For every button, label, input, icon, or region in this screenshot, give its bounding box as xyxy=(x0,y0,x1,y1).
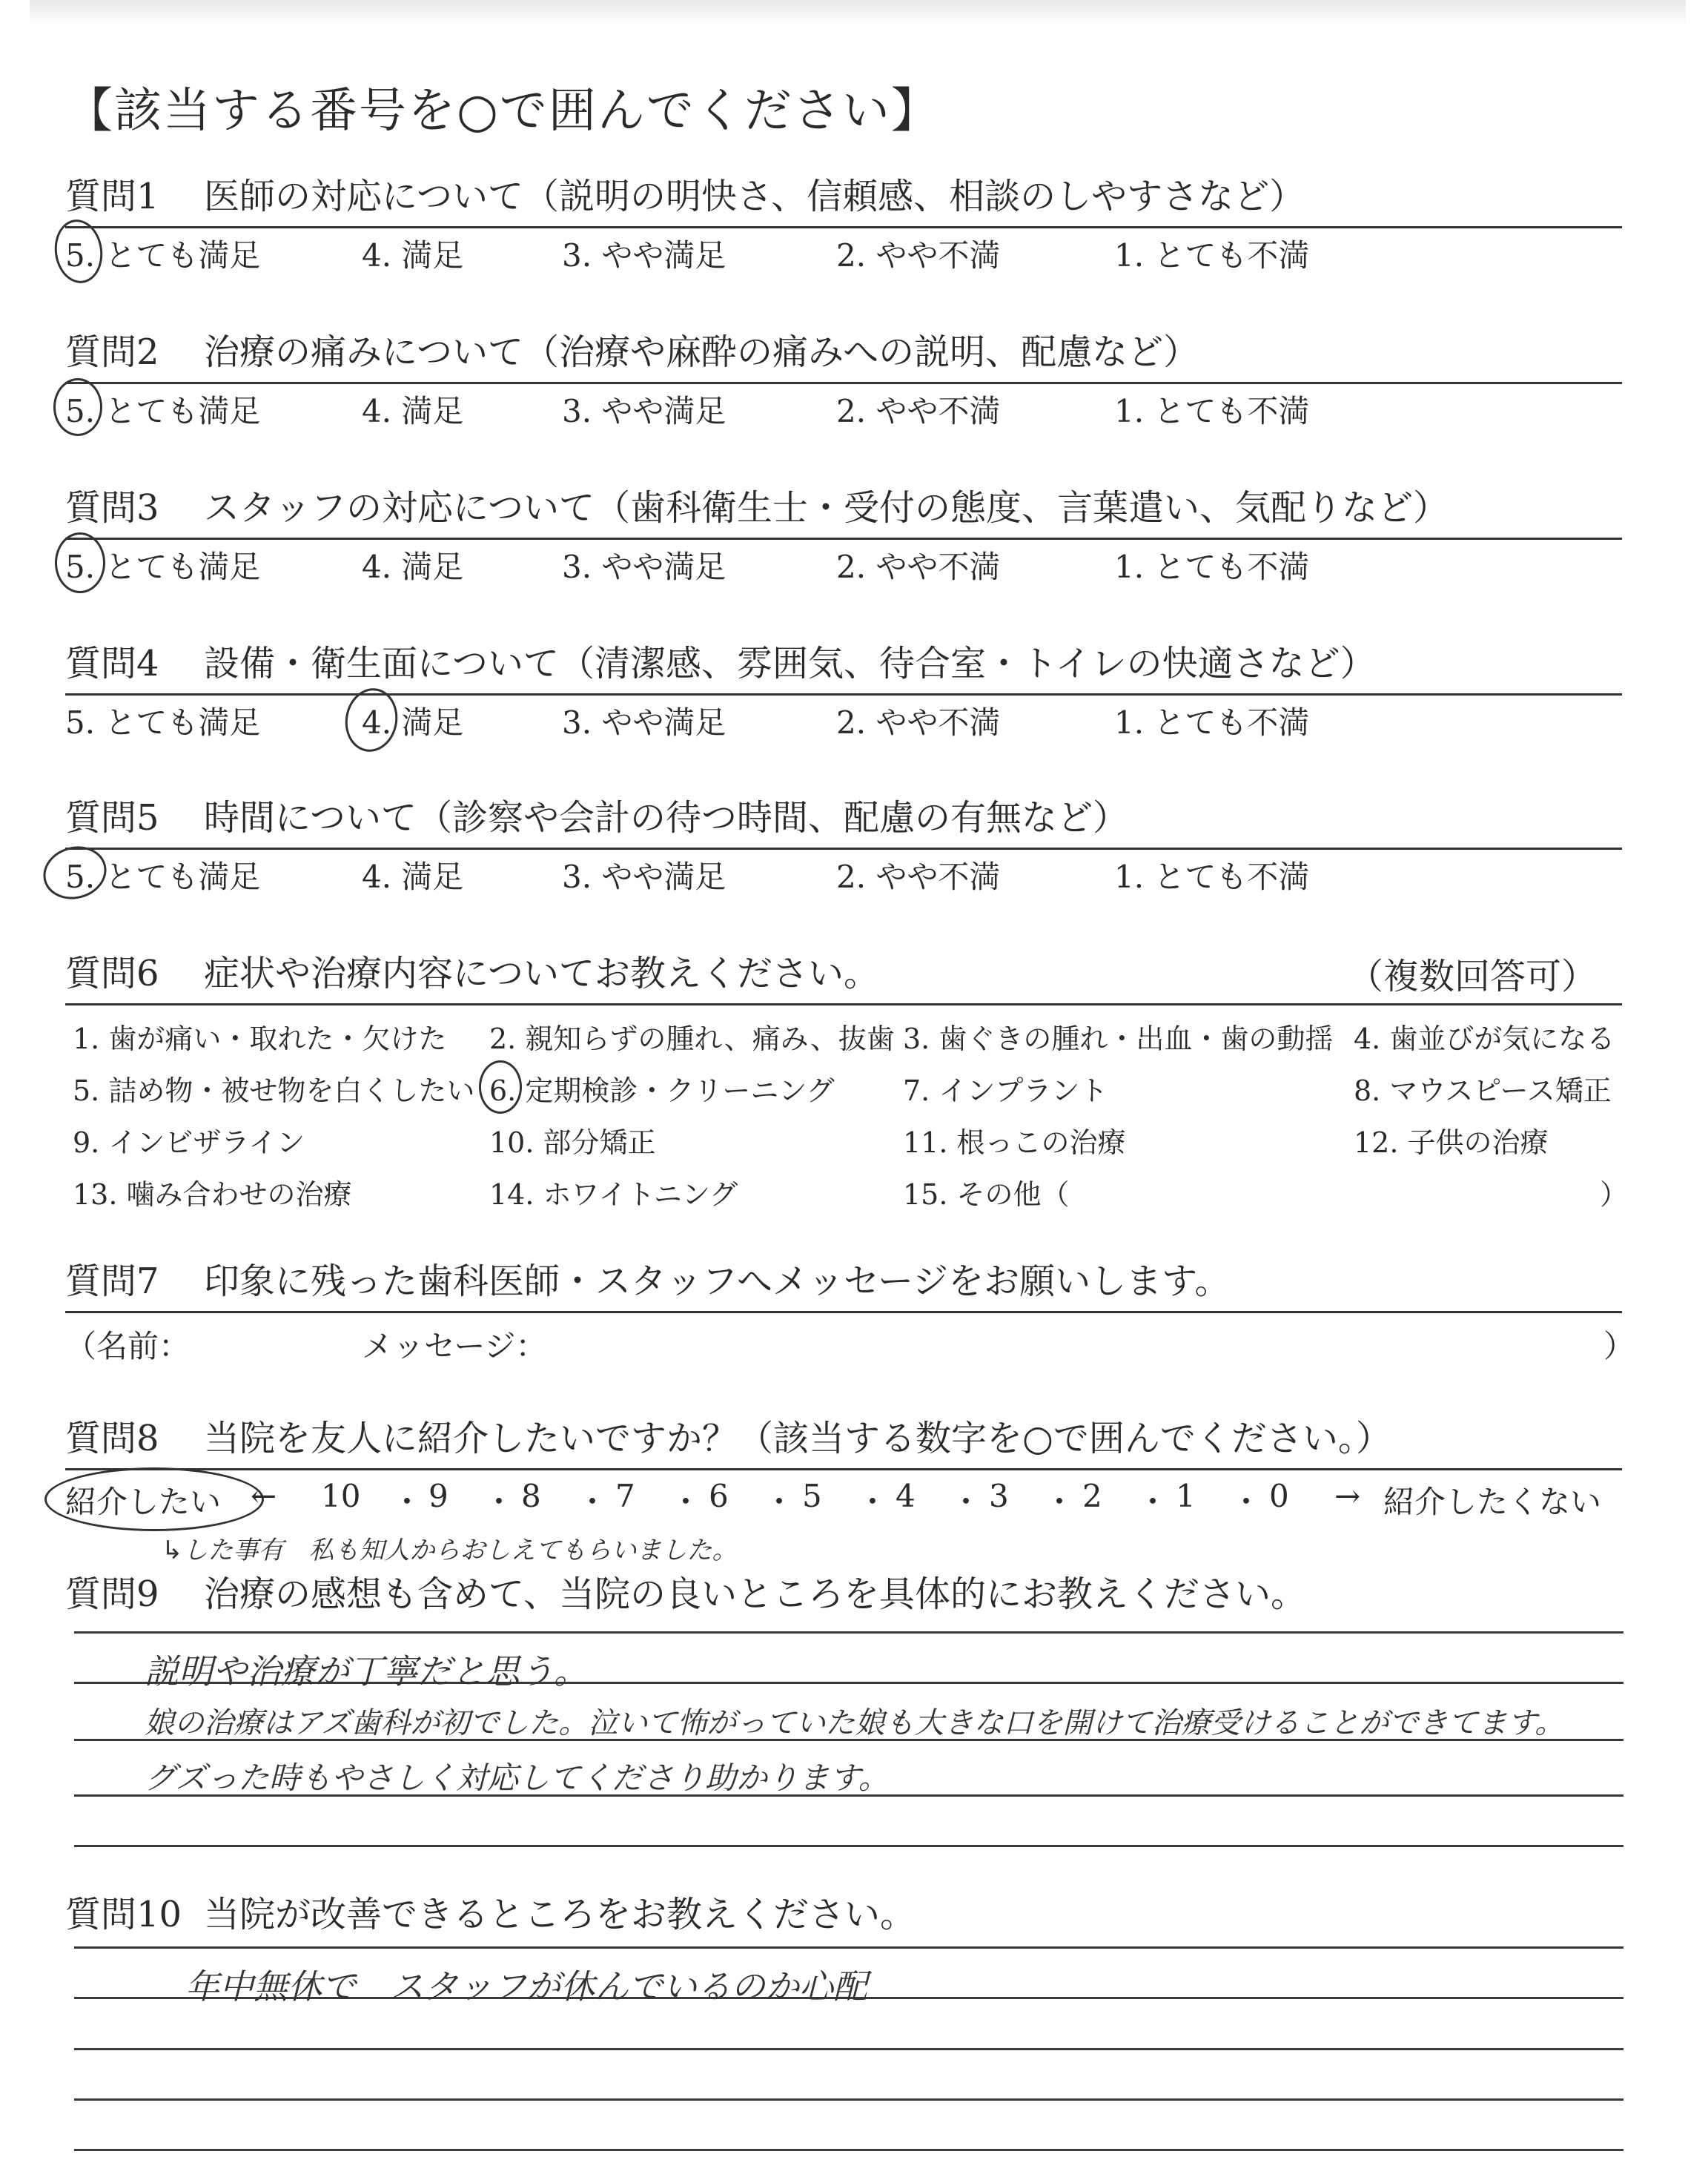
option-5[interactable]: 5. とても満足 xyxy=(65,237,261,274)
right-arrow: → xyxy=(1334,1478,1361,1514)
option-3[interactable]: 3. やや満足 xyxy=(562,393,726,429)
underline xyxy=(65,1003,1622,1005)
scale-7[interactable]: 7 xyxy=(615,1478,635,1514)
question-number: 質問8 xyxy=(65,1418,159,1459)
q6-item-12[interactable]: 12. 子供の治療 xyxy=(1354,1126,1549,1159)
q6-item-9[interactable]: 9. インビザライン xyxy=(73,1126,305,1159)
q6-item-8[interactable]: 8. マウスピース矯正 xyxy=(1354,1074,1612,1107)
q6-item-2[interactable]: 2. 親知らずの腫れ、痛み、抜歯 xyxy=(489,1023,895,1055)
option-4[interactable]: 4. 満足 xyxy=(362,859,464,895)
q9-answer-line-3: グズった時もやさしく対応してくださり助かります。 xyxy=(145,1760,890,1796)
multiple-answer-note: （複数回答可） xyxy=(1347,956,1597,997)
message-label: メッセージ： xyxy=(362,1328,547,1364)
question-text: 医師の対応について（説明の明快さ、信頼感、相談のしやすさなど） xyxy=(204,176,1305,217)
option-1[interactable]: 1. とても不満 xyxy=(1114,704,1310,741)
question-4 xyxy=(65,638,1622,741)
question-text: 時間について（診察や会計の待つ時間、配慮の有無など） xyxy=(204,797,1129,839)
scale-dot: ・ xyxy=(1137,1484,1169,1520)
underline xyxy=(65,1468,1622,1470)
option-3[interactable]: 3. やや満足 xyxy=(562,237,726,274)
message-close: ） xyxy=(1603,1328,1635,1364)
question-text: 当院が改善できるところをお教えください。 xyxy=(204,1894,916,1935)
page-title: 【該当する番号を○で囲んでください】 xyxy=(65,84,940,139)
q6-item-7[interactable]: 7. インプラント xyxy=(903,1074,1108,1107)
scale-dot: ・ xyxy=(764,1484,795,1520)
q9-answer-line-2: 娘の治療はアズ歯科が初でした。泣いて怖がっていた娘も大きな口を開けて治療受けることができてます。 xyxy=(145,1706,1565,1740)
scale-6[interactable]: 6 xyxy=(709,1478,729,1514)
answer-rule xyxy=(74,2149,1623,2151)
scale-9[interactable]: 9 xyxy=(428,1478,448,1514)
scale-8[interactable]: 8 xyxy=(521,1478,541,1514)
option-2[interactable]: 2. やや不満 xyxy=(836,549,1001,585)
q6-item-10[interactable]: 10. 部分矯正 xyxy=(489,1126,656,1159)
question-number: 質問10 xyxy=(65,1894,182,1935)
question-number: 質問4 xyxy=(65,643,159,684)
scale-dot: ・ xyxy=(483,1484,515,1520)
option-1[interactable]: 1. とても不満 xyxy=(1114,237,1310,274)
option-2[interactable]: 2. やや不満 xyxy=(836,704,1001,741)
option-3[interactable]: 3. やや満足 xyxy=(562,549,726,585)
answer-rule xyxy=(74,2048,1623,2050)
answer-rule xyxy=(74,2098,1623,2101)
question-8 xyxy=(65,1413,1622,1565)
underline xyxy=(65,226,1622,228)
selection-circle xyxy=(479,1060,522,1114)
q6-item-5[interactable]: 5. 詰め物・被せ物を白くしたい xyxy=(73,1074,475,1107)
option-3[interactable]: 3. やや満足 xyxy=(562,704,726,741)
name-label: （名前： xyxy=(65,1328,191,1364)
question-9 xyxy=(65,1568,1622,1620)
question-text: 当院を友人に紹介したいですか？（該当する数字を○で囲んでください。） xyxy=(204,1418,1391,1459)
option-2[interactable]: 2. やや不満 xyxy=(836,859,1001,895)
scale-dot: ・ xyxy=(857,1484,889,1520)
option-4[interactable]: 4. 満足 xyxy=(362,237,464,274)
q6-item-1[interactable]: 1. 歯が痛い・取れた・欠けた xyxy=(73,1023,447,1055)
question-number: 質問2 xyxy=(65,331,159,373)
scale-2[interactable]: 2 xyxy=(1082,1478,1102,1514)
q6-item-15[interactable]: 15. その他（ xyxy=(903,1178,1070,1211)
question-number: 質問7 xyxy=(65,1261,159,1302)
scale-dot: ・ xyxy=(1231,1484,1262,1520)
q10-answer-line-1: 年中無休で スタッフが休んでいるのか心配 xyxy=(185,1966,867,2007)
q6-item-15-close: ） xyxy=(1600,1178,1629,1211)
option-4[interactable]: 4. 満足 xyxy=(362,704,464,741)
scale-dot: ・ xyxy=(670,1484,702,1520)
scale-0[interactable]: 0 xyxy=(1269,1478,1289,1514)
question-6 xyxy=(65,948,1629,1211)
question-number: 質問1 xyxy=(65,176,159,217)
answer-rule xyxy=(74,1946,1623,1949)
question-number: 質問5 xyxy=(65,797,159,839)
question-text: 印象に残った歯科医師・スタッフへメッセージをお願いします。 xyxy=(204,1261,1231,1302)
question-number: 質問6 xyxy=(65,953,159,994)
q6-item-4[interactable]: 4. 歯並びが気になる xyxy=(1354,1023,1615,1055)
question-3 xyxy=(65,482,1622,585)
option-4[interactable]: 4. 満足 xyxy=(362,549,464,585)
scale-dot: ・ xyxy=(1044,1484,1076,1520)
q8-handwritten-note: ↳した事有 私も知人からおしえてもらいました。 xyxy=(162,1536,738,1565)
q6-item-13[interactable]: 13. 噛み合わせの治療 xyxy=(73,1178,352,1211)
option-4[interactable]: 4. 満足 xyxy=(362,393,464,429)
answer-rule xyxy=(74,1631,1623,1634)
question-1 xyxy=(65,171,1622,274)
question-text: 症状や治療内容についてお教えください。 xyxy=(204,953,880,994)
question-text: 治療の痛みについて（治療や麻酔の痛みへの説明、配慮など） xyxy=(204,331,1199,373)
option-1[interactable]: 1. とても不満 xyxy=(1114,859,1310,895)
underline xyxy=(65,538,1622,540)
option-1[interactable]: 1. とても不満 xyxy=(1114,393,1310,429)
q9-answer-line-1: 説明や治療が丁寧だと思う。 xyxy=(145,1651,588,1691)
q6-item-14[interactable]: 14. ホワイトニング xyxy=(489,1178,738,1211)
scale-5[interactable]: 5 xyxy=(802,1478,822,1514)
option-2[interactable]: 2. やや不満 xyxy=(836,393,1001,429)
scale-10[interactable]: 10 xyxy=(321,1478,361,1514)
option-5[interactable]: 5. とても満足 xyxy=(65,549,261,585)
option-5[interactable]: 5. とても満足 xyxy=(65,704,261,741)
question-text: スタッフの対応について（歯科衛生士・受付の態度、言葉遣い、気配りなど） xyxy=(204,487,1449,529)
option-1[interactable]: 1. とても不満 xyxy=(1114,549,1310,585)
underline xyxy=(65,382,1622,384)
question-2 xyxy=(65,326,1622,429)
scale-3[interactable]: 3 xyxy=(989,1478,1009,1514)
option-5[interactable]: 5. とても満足 xyxy=(65,859,261,895)
scale-dot: ・ xyxy=(950,1484,982,1520)
underline xyxy=(65,1311,1622,1313)
question-5 xyxy=(65,792,1622,895)
option-3[interactable]: 3. やや満足 xyxy=(562,859,726,895)
question-text: 治療の感想も含めて、当院の良いところを具体的にお教えください。 xyxy=(204,1573,1307,1615)
option-5[interactable]: 5. とても満足 xyxy=(65,393,261,429)
question-number: 質問9 xyxy=(65,1573,159,1615)
scale-1[interactable]: 1 xyxy=(1176,1478,1196,1514)
question-10 xyxy=(65,1889,1622,1941)
scale-dot: ・ xyxy=(391,1484,423,1520)
underline xyxy=(65,693,1622,696)
not-recommend-label[interactable]: 紹介したくない xyxy=(1383,1484,1602,1520)
scale-4[interactable]: 4 xyxy=(896,1478,916,1514)
question-number: 質問3 xyxy=(65,487,159,529)
question-text: 設備・衛生面について（清潔感、雰囲気、待合室・トイレの快適さなど） xyxy=(204,643,1376,684)
option-2[interactable]: 2. やや不満 xyxy=(836,237,1001,274)
selection-circle xyxy=(44,1467,264,1531)
q6-item-3[interactable]: 3. 歯ぐきの腫れ・出血・歯の動揺 xyxy=(903,1023,1334,1055)
answer-rule xyxy=(74,1845,1623,1847)
q6-item-11[interactable]: 11. 根っこの治療 xyxy=(903,1126,1126,1159)
scale-dot: ・ xyxy=(577,1484,609,1520)
left-arrow: ← xyxy=(251,1478,277,1514)
selection-circle xyxy=(53,378,102,436)
selection-circle xyxy=(55,532,105,593)
recommend-label[interactable]: 紹介したい xyxy=(65,1484,222,1520)
q6-item-6[interactable]: 6. 定期検診・クリーニング xyxy=(489,1074,835,1107)
underline xyxy=(65,848,1622,850)
scan-edge xyxy=(30,0,1686,25)
question-7 xyxy=(65,1255,1635,1364)
